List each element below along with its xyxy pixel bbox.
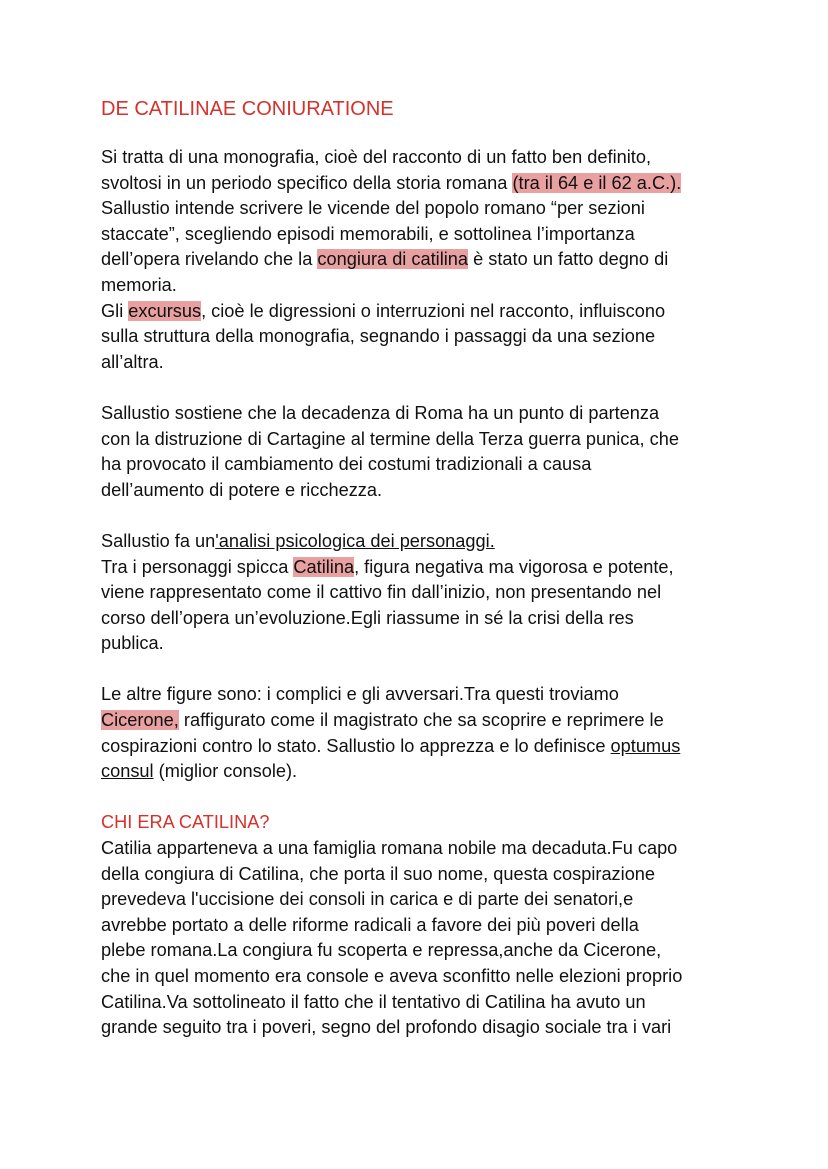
- text-line: Catilia apparteneva a una famiglia romana nobile ma decaduta.Fu capo: [101, 838, 678, 859]
- text-line: viene rappresentato come il cattivo fin dall’inizio, non presentando nel: [101, 582, 662, 603]
- document-title: DE CATILINAE CONIURATIONE: [101, 98, 394, 120]
- text-span: Gli: [101, 300, 129, 321]
- text-line: sulla struttura della monografia, segnando i passaggi da una sezione: [101, 326, 656, 347]
- highlight-dates: (tra il 64 e il 62 a.C.).: [512, 172, 682, 193]
- underline-consul: consul: [101, 761, 154, 782]
- highlight-catilina: Catilina: [293, 556, 355, 577]
- underline-analisi: 'analisi psicologica dei personaggi.: [215, 530, 495, 551]
- text-line: [101, 529, 741, 555]
- paragraph-gap: [101, 375, 741, 401]
- text-line: ha provocato il cambiamento dei costumi tradizionali a causa: [101, 454, 592, 475]
- text-line: grande seguito tra i poveri, segno del profondo disagio sociale tra i vari: [101, 1017, 672, 1038]
- text-line: [101, 555, 741, 581]
- text-line: all’altra.: [101, 351, 164, 372]
- text-span: raffigurato come il magistrato che sa scoprire e reprimere le: [178, 710, 664, 731]
- text-span: (miglior console).: [153, 761, 298, 782]
- text-line: [101, 759, 741, 785]
- paragraph-personaggi: [101, 529, 741, 657]
- text-span: svoltosi in un periodo specifico della storia romana: [101, 172, 513, 193]
- text-span: , figura negativa ma vigorosa e potente,: [354, 556, 674, 577]
- text-line: [101, 171, 741, 197]
- paragraph-gap: [101, 657, 741, 683]
- highlight-congiura: congiura di catilina: [317, 249, 469, 270]
- section-heading-chi-era-catilina: CHI ERA CATILINA?: [101, 812, 270, 833]
- text-line: [101, 708, 741, 734]
- text-line: Sallustio sostiene che la decadenza di Roma ha un punto di partenza: [101, 402, 660, 423]
- text-line: che in quel momento era console e aveva sconfitto nelle elezioni proprio: [101, 966, 683, 986]
- paragraph-monografia: [101, 145, 741, 299]
- text-line: [101, 734, 741, 760]
- highlight-excursus: excursus: [128, 300, 202, 321]
- text-span: dell’opera rivelando che la: [101, 249, 318, 270]
- text-line: [101, 247, 741, 273]
- paragraph-gap: [101, 503, 741, 529]
- paragraph-excursus: [101, 299, 741, 376]
- text-span: è stato un fatto degno di: [468, 249, 669, 270]
- paragraph-altre-figure: [101, 682, 741, 784]
- text-line: della congiura di Catilina, che porta il suo nome, questa cospirazione: [101, 863, 656, 884]
- text-line: publica.: [101, 633, 164, 654]
- underline-optumus: optumus: [610, 735, 681, 756]
- paragraph-gap: [101, 785, 741, 811]
- text-line: plebe romana.La congiura fu scoperta e repressa,anche da Cicerone,: [101, 940, 662, 961]
- highlight-cicerone: Cicerone,: [101, 710, 179, 731]
- text-line: staccate”, scegliendo episodi memorabili, e sottolinea l’importanza: [101, 223, 635, 244]
- text-line: con la distruzione di Cartagine al termine della Terza guerra punica, che: [101, 428, 679, 449]
- text-line: corso dell’opera un’evoluzione.Egli riassume in sé la crisi della res: [101, 607, 634, 628]
- text-line: Si tratta di una monografia, cioè del racconto di un fatto ben definito,: [101, 147, 652, 167]
- paragraph-decadenza: [101, 401, 741, 503]
- text-line: avrebbe portato a delle riforme radicali a favore dei più poveri della: [101, 914, 639, 935]
- paragraph-chi-era-catilina: [101, 836, 741, 1041]
- text-line: dell’aumento di potere e ricchezza.: [101, 479, 383, 500]
- text-line: memoria.: [101, 274, 177, 295]
- text-span: , cioè le digressioni o interruzioni nel racconto, influiscono: [201, 300, 666, 321]
- text-line: [101, 299, 741, 325]
- text-span: cospirazioni contro lo stato. Sallustio lo apprezza e lo definisce: [101, 735, 611, 756]
- text-line: Le altre figure sono: i complici e gli avversari.Tra questi troviamo: [101, 684, 619, 705]
- text-span: Tra i personaggi spicca: [101, 556, 294, 577]
- text-span: Sallustio fa un: [101, 530, 216, 551]
- document-page: [101, 96, 741, 1041]
- text-line: Catilina.Va sottolineato il fatto che il tentativo di Catilina ha avuto un: [101, 991, 646, 1012]
- text-line: Sallustio intende scrivere le vicende del popolo romano “per sezioni: [101, 198, 645, 219]
- text-line: prevedeva l'uccisione dei consoli in carica e di parte dei senatori,e: [101, 889, 634, 910]
